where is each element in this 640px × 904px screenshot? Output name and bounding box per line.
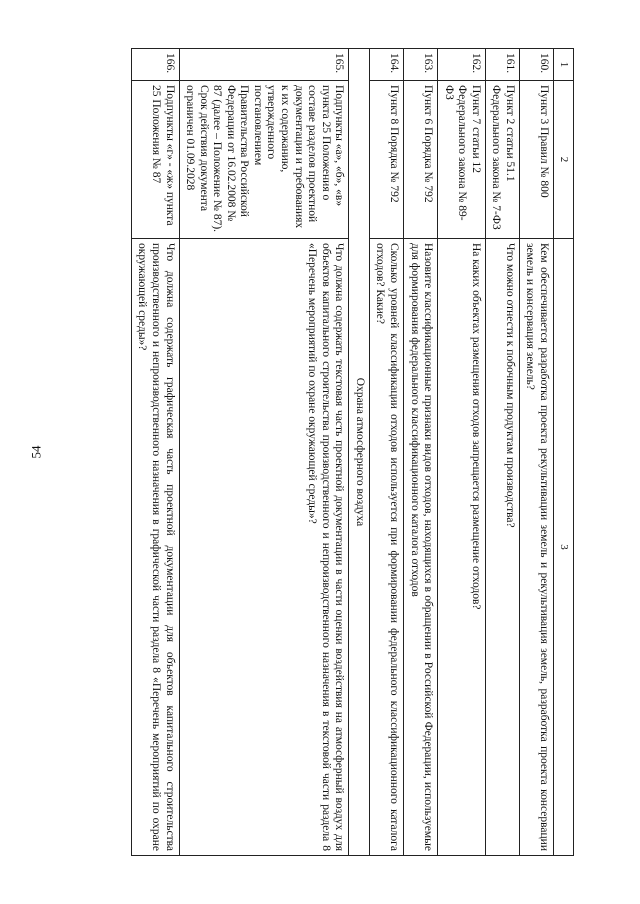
row-number: 166. <box>131 49 179 81</box>
row-source: Пункт 3 Правил № 800 <box>519 81 553 239</box>
row-source: Подпункты «а», «б», «в» пункта 25 Положения о составе разделов проектной документации и требованиях к их содержанию, утвержденного постановлением Правительства Российской Федерации от 16.02.2008 № 87 (далее – Положение № 87). Срок действия документа ограничен 01.09.2028 <box>179 81 349 239</box>
row-number: 163. <box>403 49 437 81</box>
row-question: Что должна содержать графическая часть проектной документации для объектов капитального строительства производственного и непроизводственного назначения в графической части раздела 8 «Перечень мероприятий по охране окружающей среды»? <box>131 239 179 856</box>
page-number: 54 <box>28 445 44 459</box>
section-title: Охрана атмосферного воздуха <box>349 49 370 856</box>
row-question: Что должна содержать текстовая часть проектной документации в части оценки воздействия на атмосферный воздух для объектов капитального строительства производственного и непроизводственного назначения в текстовой части раздела 8 «Перечень мероприятий по охране окружающей среды»? <box>179 239 349 856</box>
row-source: Подпункты «г» - «ж» пункта 25 Положения № 87 <box>131 81 179 239</box>
row-source: Пункт 6 Порядка № 792 <box>403 81 437 239</box>
header-col-1: 1 <box>554 49 574 81</box>
row-source: Пункт 2 статьи 51.1 Федерального закона № 7-ФЗ <box>485 81 519 239</box>
row-question: Сколько уровней классификации отходов используется при формировании федерального классификационного каталога отходов? Какие? <box>369 239 403 856</box>
table-header-row <box>554 49 574 856</box>
header-col-2: 2 <box>554 81 574 239</box>
questions-table <box>131 48 574 856</box>
row-number: 161. <box>485 49 519 81</box>
table-row <box>179 49 349 856</box>
table-row <box>403 49 437 856</box>
table-row <box>369 49 403 856</box>
table-row <box>485 49 519 856</box>
row-number: 165. <box>179 49 349 81</box>
table-row <box>519 49 553 856</box>
header-col-3: 3 <box>554 239 574 856</box>
table-row <box>131 49 179 856</box>
row-question: На каких объектах размещения отходов запрещается размещение отходов? <box>438 239 486 856</box>
rotated-sheet <box>64 48 574 856</box>
row-question: Кем обеспечивается разработка проекта рекультивации земель и рекультивация земель, разработка проекта консервации земель и консервация земель? <box>519 239 553 856</box>
section-row <box>349 49 370 856</box>
row-source: Пункт 8 Порядка № 792 <box>369 81 403 239</box>
row-source: Пункт 7 статьи 12 Федерального закона № 89-ФЗ <box>438 81 486 239</box>
row-question: Назовите классификационные признаки видов отходов, находящихся в обращении в Российской Федерации, используемые для формирования федерального классификационного каталога отходов <box>403 239 437 856</box>
row-number: 164. <box>369 49 403 81</box>
table-row <box>438 49 486 856</box>
row-number: 160. <box>519 49 553 81</box>
row-question: Что можно отнести к побочным продуктам производства? <box>485 239 519 856</box>
row-number: 162. <box>438 49 486 81</box>
